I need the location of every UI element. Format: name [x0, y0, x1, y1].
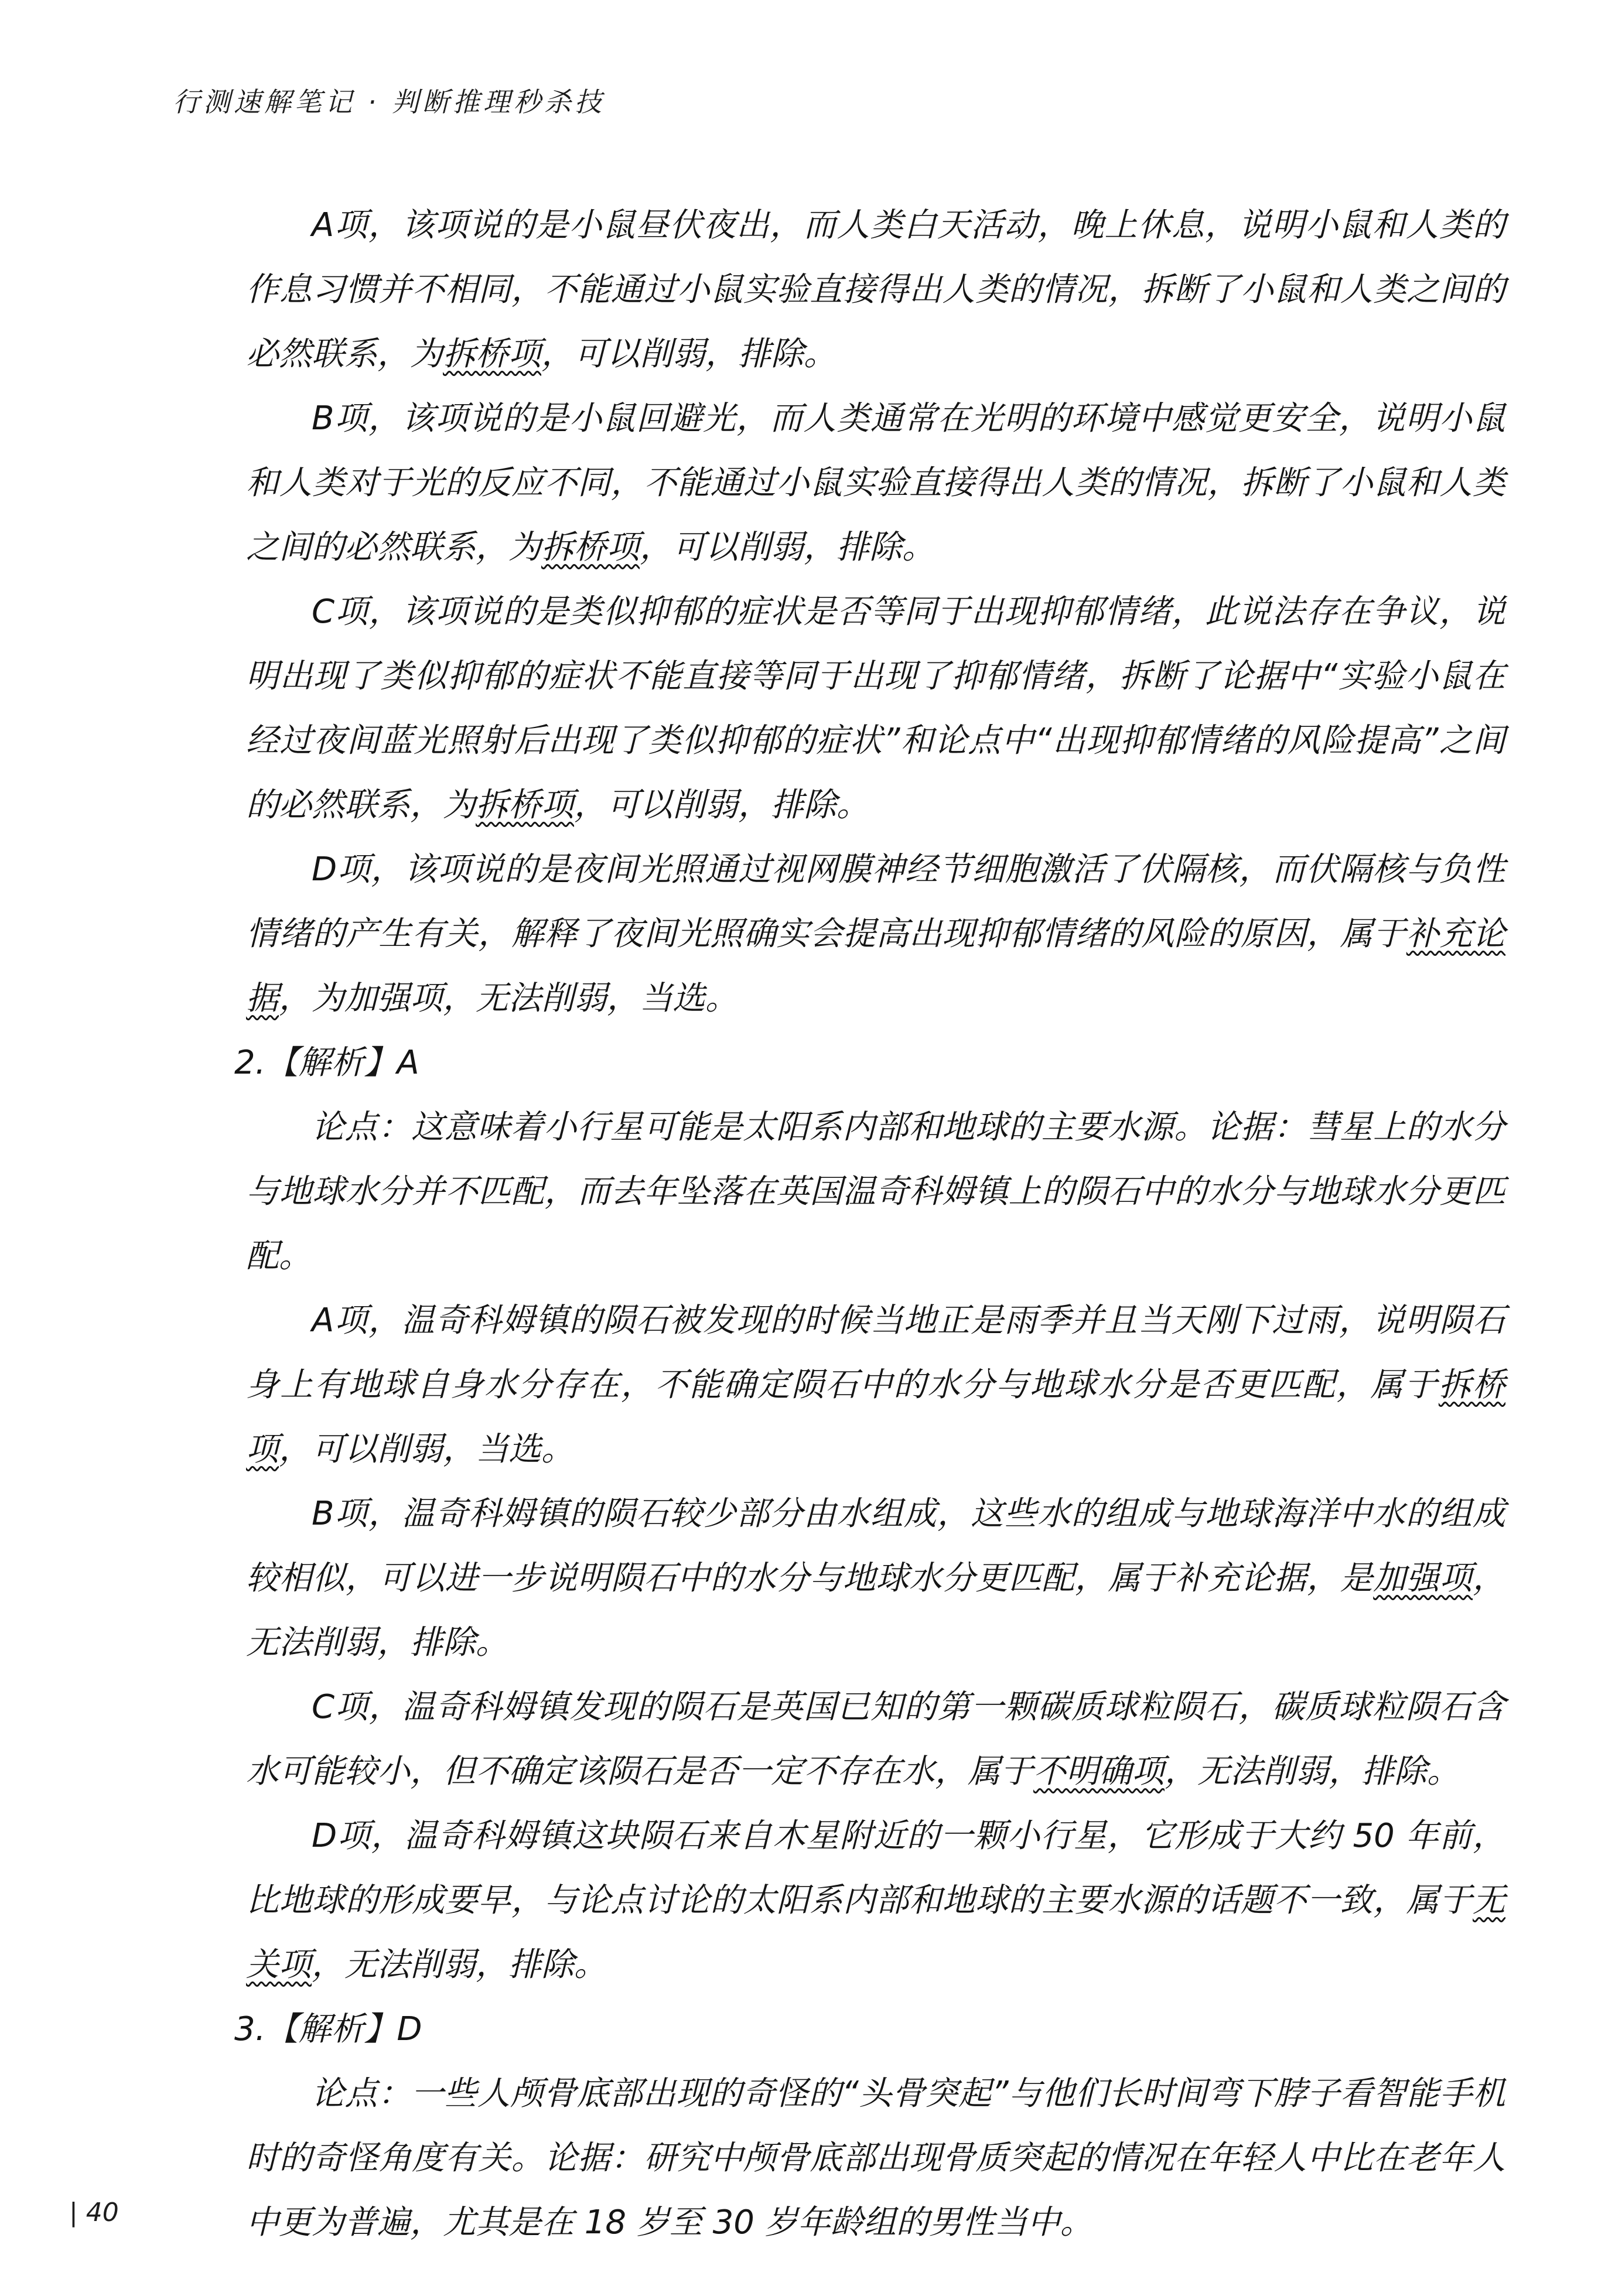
text-run: 3.【解析】D: [234, 2010, 422, 2048]
text-run: ，可以削弱，当选。: [279, 1430, 574, 1468]
paragraph: [246, 1675, 1505, 1804]
underlined-term: 加强项: [1373, 1559, 1473, 1597]
underlined-term: 拆桥项: [246, 1366, 1506, 1468]
text-run: ，无法削弱，排除。: [312, 1946, 607, 1984]
text-run: D项，该项说的是夜间光照通过视网膜神经节细胞激活了伏隔核，而伏隔核与负性情绪的产生有关，解释了夜间光照确实会提高出现抑郁情绪的风险的原因，属于: [246, 850, 1505, 953]
text-run: 论点：一些人颅骨底部出现的奇怪的“头骨突起”与他们长时间弯下脖子看智能手机时的奇怪角度有关。论据：研究中颅骨底部出现骨质突起的情况在年轻人中比在老年人中更为普遍，尤其是在 18 岁至 30 岁年龄组的男性当中。: [246, 2075, 1505, 2242]
underlined-term: 补充论据: [246, 915, 1506, 1017]
paragraph: [246, 2062, 1505, 2255]
text-run: ，无法削弱，排除。: [246, 1559, 1506, 1662]
text-run: A项，该项说的是小鼠昼伏夜出，而人类白天活动，晚上休息，说明小鼠和人类的作息习惯并不相同，不能通过小鼠实验直接得出人类的情况，拆断了小鼠和人类之间的必然联系，为: [246, 206, 1505, 373]
paragraph: [246, 387, 1505, 580]
paragraph: [246, 193, 1505, 387]
text-run: 论点：这意味着小行星可能是太阳系内部和地球的主要水源。论据：彗星上的水分与地球水分并不匹配，而去年坠落在英国温奇科姆镇上的陨石中的水分与地球水分更匹配。: [246, 1108, 1505, 1275]
text-run: C项，温奇科姆镇发现的陨石是英国已知的第一颗碳质球粒陨石，碳质球粒陨石含水可能较小，但不确定该陨石是否一定不存在水，属于: [246, 1688, 1505, 1791]
text-run: ，无法削弱，排除。: [1165, 1752, 1460, 1791]
text-run: ，为加强项，无法削弱，当选。: [279, 979, 738, 1017]
paragraph: [246, 838, 1505, 1031]
paragraph: [246, 1289, 1505, 1482]
paragraph: [246, 1095, 1505, 1289]
text-run: B项，该项说的是小鼠回避光，而人类通常在光明的环境中感觉更安全，说明小鼠和人类对于光的反应不同，不能通过小鼠实验直接得出人类的情况，拆断了小鼠和人类之间的必然联系，为: [246, 399, 1505, 566]
text-run: A项，温奇科姆镇的陨石被发现的时候当地正是雨季并且当天刚下过雨，说明陨石身上有地球自身水分存在，不能确定陨石中的水分与地球水分是否更匹配，属于: [246, 1301, 1505, 1404]
text-run: C项，该项说的是类似抑郁的症状是否等同于出现抑郁情绪，此说法存在争议，说明出现了类似抑郁的症状不能直接等同于出现了抑郁情绪，拆断了论据中“实验小鼠在经过夜间蓝光照射后出现了类似抑郁的症状”和论点中“出现抑郁情绪的风险提高”之间的必然联系，为: [246, 593, 1505, 824]
underlined-term: 拆桥项: [541, 528, 640, 566]
underlined-term: 不明确项: [1033, 1752, 1165, 1791]
paragraph: [246, 1482, 1505, 1675]
underlined-term: 拆桥项: [443, 335, 541, 373]
text-run: ，可以削弱，排除。: [541, 335, 836, 373]
text-run: B项，温奇科姆镇的陨石较少部分由水组成，这些水的组成与地球海洋中水的组成较相似，可以进一步说明陨石中的水分与地球水分更匹配，属于补充论据，是: [246, 1495, 1505, 1597]
text-run: 2.【解析】A: [234, 1044, 419, 1082]
page-body: [234, 193, 1506, 2255]
paragraph: [246, 1804, 1505, 1997]
text-run: ，可以削弱，排除。: [640, 528, 935, 566]
section-heading: [234, 1997, 1505, 2062]
section-heading: [234, 1031, 1505, 1095]
text-run: D项，温奇科姆镇这块陨石来自木星附近的一颗小行星，它形成于大约 50 年前，比地球的形成要早，与论点讨论的太阳系内部和地球的主要水源的话题不一致，属于: [246, 1817, 1505, 1919]
running-header: 行测速解笔记 · 判断推理秒杀技: [173, 86, 605, 118]
underlined-term: 无关项: [246, 1881, 1505, 1984]
page-number: | 40: [69, 2198, 119, 2227]
text-run: ，可以削弱，排除。: [574, 786, 869, 824]
underlined-term: 拆桥项: [476, 786, 574, 824]
paragraph: [246, 580, 1505, 838]
